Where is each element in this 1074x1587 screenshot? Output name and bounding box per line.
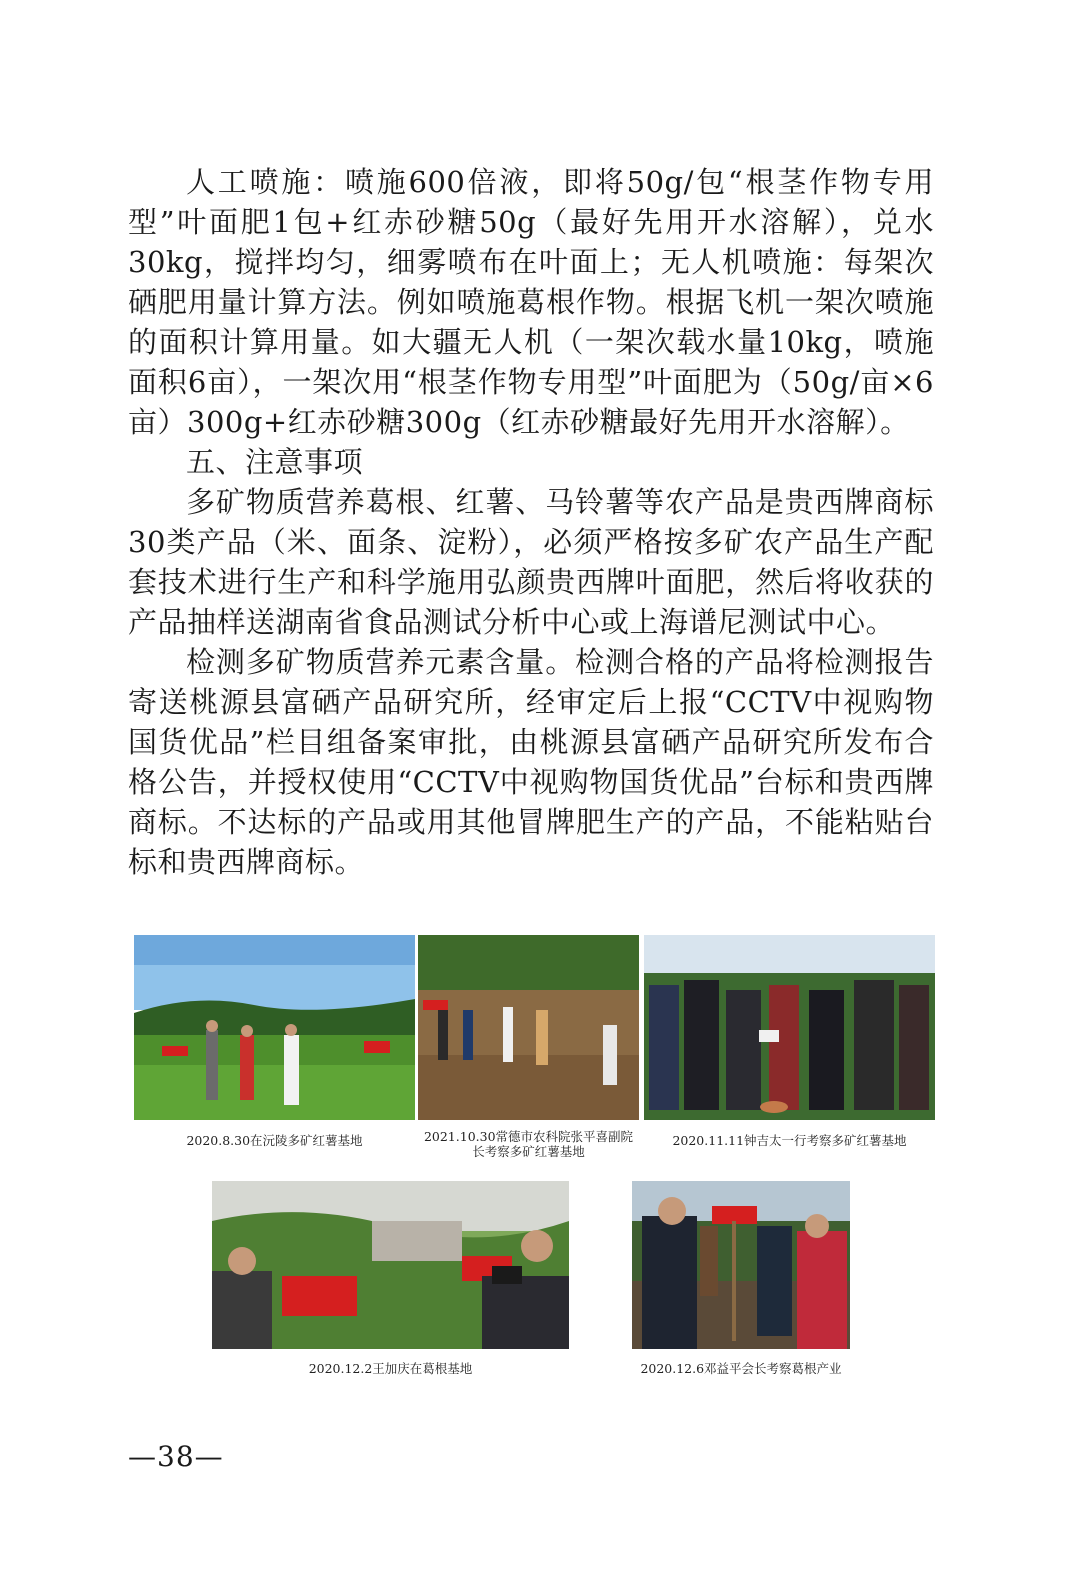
photo-sweet-potato-base-yuanling [134, 935, 415, 1120]
body-text [128, 162, 934, 882]
photo-caption: 2020.8.30在沅陵多矿红薯基地 [186, 1133, 363, 1148]
photo-caption: 2020.11.11钟吉太一行考察多矿红薯基地 [672, 1133, 907, 1148]
paragraph-product-requirements: 多矿物质营养葛根、红薯、马铃薯等农产品是贵西牌商标30类产品（米、面条、淀粉），必须严格按多矿农产品生产配套技术进行生产和科学施用弘颜贵西牌叶面肥，然后将收获的产品抽样送湖南省食品测试分析中心或上海谱尼测试中心。 [128, 485, 934, 639]
paragraph-spraying-method: 人工喷施：喷施600倍液，即将50g/包“根茎作物专用型”叶面肥1包+红赤砂糖50g（最好先用开水溶解），兑水30kg，搅拌均匀，细雾喷布在叶面上；无人机喷施：每架次硒肥用量计算方法。例如喷施葛根作物。根据飞机一架次喷施的面积计算用量。如大疆无人机（一架次载水量10kg，喷施面积6亩），一架次用“根茎作物专用型”叶面肥为（50g/亩×6亩）300g+红赤砂糖300g（红赤砂糖最好先用开水溶解）。 [128, 165, 934, 439]
paragraph-testing-approval: 检测多矿物质营养元素含量。检测合格的产品将检测报告寄送桃源县富硒产品研究所，经审定后上报“CCTV中视购物国货优品”栏目组备案审批，由桃源县富硒产品研究所发布合格公告，并授权使用“CCTV中视购物国货优品”台标和贵西牌商标。不达标的产品或用其他冒牌肥生产的产品，不能粘贴台标和贵西牌商标。 [128, 645, 934, 879]
photo-caption: 2021.10.30常德市农科院张平喜副院长考察多矿红薯基地 [423, 1129, 634, 1159]
photo-academy-visit [418, 935, 639, 1120]
page-number: —38— [128, 1440, 224, 1473]
photo-caption: 2020.12.2王加庆在葛根基地 [308, 1361, 473, 1376]
photo-caption: 2020.12.6邓益平会长考察葛根产业 [640, 1361, 842, 1376]
photo-delegation-visit [644, 935, 935, 1120]
photo-kudzu-industry [632, 1181, 850, 1349]
section-heading: 五、注意事项 [186, 445, 364, 479]
photo-kudzu-base [212, 1181, 569, 1349]
